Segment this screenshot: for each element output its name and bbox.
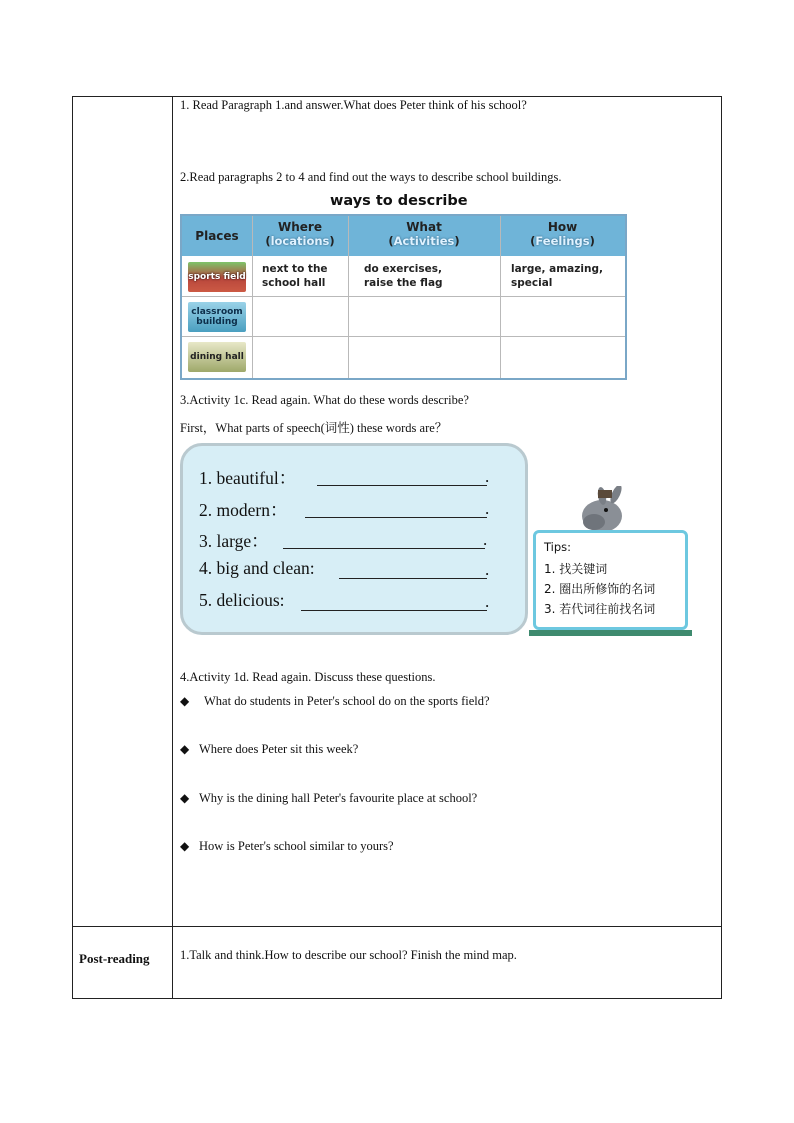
dining-hall-image: dining hall	[188, 342, 246, 372]
question-3: 3.Activity 1c. Read again. What do these words describe?	[180, 393, 469, 407]
diamond-bullet-icon: ◆	[180, 694, 190, 708]
word-5: 5. delicious:	[199, 590, 285, 610]
question-4: 4.Activity 1d. Read again. Discuss these questions.	[180, 670, 436, 684]
classroom-building-image: classroom building	[188, 302, 246, 332]
word-2: 2. modern：	[199, 500, 288, 520]
post-reading-label: Post-reading	[79, 951, 150, 966]
row-divider	[72, 926, 722, 927]
tip-3: 3. 若代词往前找名词	[544, 602, 656, 616]
header-how-sub: Feelings	[535, 234, 590, 248]
q4-item-2: Where does Peter sit this week?	[199, 742, 359, 756]
blank-2[interactable]	[305, 517, 487, 518]
describe-table-title: ways to describe	[330, 193, 468, 209]
question-3-sub: First，What parts of speech(词性) these words are？	[180, 421, 448, 435]
question-2: 2.Read paragraphs 2 to 4 and find out the ways to describe school buildings.	[180, 170, 562, 184]
diamond-bullet-icon: ◆	[180, 791, 190, 805]
header-places: Places	[195, 229, 239, 243]
header-how: How (Feelings)	[530, 220, 595, 248]
blank-3[interactable]	[283, 548, 485, 549]
word-3: 3. large：	[199, 531, 269, 551]
word-1: 1. beautiful：	[199, 468, 297, 488]
row1-how: large, amazing, special	[511, 263, 603, 289]
row1-what: do exercises, raise the flag	[364, 263, 443, 289]
q4-item-3: Why is the dining hall Peter's favourite place at school?	[199, 791, 478, 805]
tips-title: Tips:	[544, 540, 572, 554]
q4-item-4: How is Peter's school similar to yours?	[199, 839, 394, 853]
post-reading-task: 1.Talk and think.How to describe our school? Finish the mind map.	[180, 948, 517, 962]
q4-item-1: What do students in Peter's school do on the sports field?	[204, 694, 490, 708]
word-4: 4. big and clean:	[199, 558, 315, 578]
describe-table	[180, 214, 627, 380]
words-box: 1. beautiful： . 2. modern： . 3. large： . 4. big and clean: . 5. delicious: .	[180, 443, 528, 635]
diamond-bullet-icon: ◆	[180, 742, 190, 756]
tip-2: 2. 圈出所修饰的名词	[544, 582, 656, 596]
blank-4[interactable]	[339, 578, 487, 579]
diamond-bullet-icon: ◆	[180, 839, 190, 853]
header-where-sub: locations	[270, 234, 330, 248]
question-1: 1. Read Paragraph 1.and answer.What does Peter think of his school?	[180, 98, 527, 112]
header-what: What (Activities)	[388, 220, 460, 248]
header-what-sub: Activities	[393, 234, 455, 248]
blank-1[interactable]	[317, 485, 487, 486]
header-where: Where (locations)	[265, 220, 335, 248]
tips-base	[529, 630, 692, 636]
tip-1: 1. 找关键词	[544, 562, 608, 576]
blank-5[interactable]	[301, 610, 487, 611]
row1-where: next to the school hall	[262, 263, 328, 289]
sports-field-image: sports field	[188, 262, 246, 292]
tips-box	[533, 530, 688, 630]
column-divider	[172, 96, 173, 999]
